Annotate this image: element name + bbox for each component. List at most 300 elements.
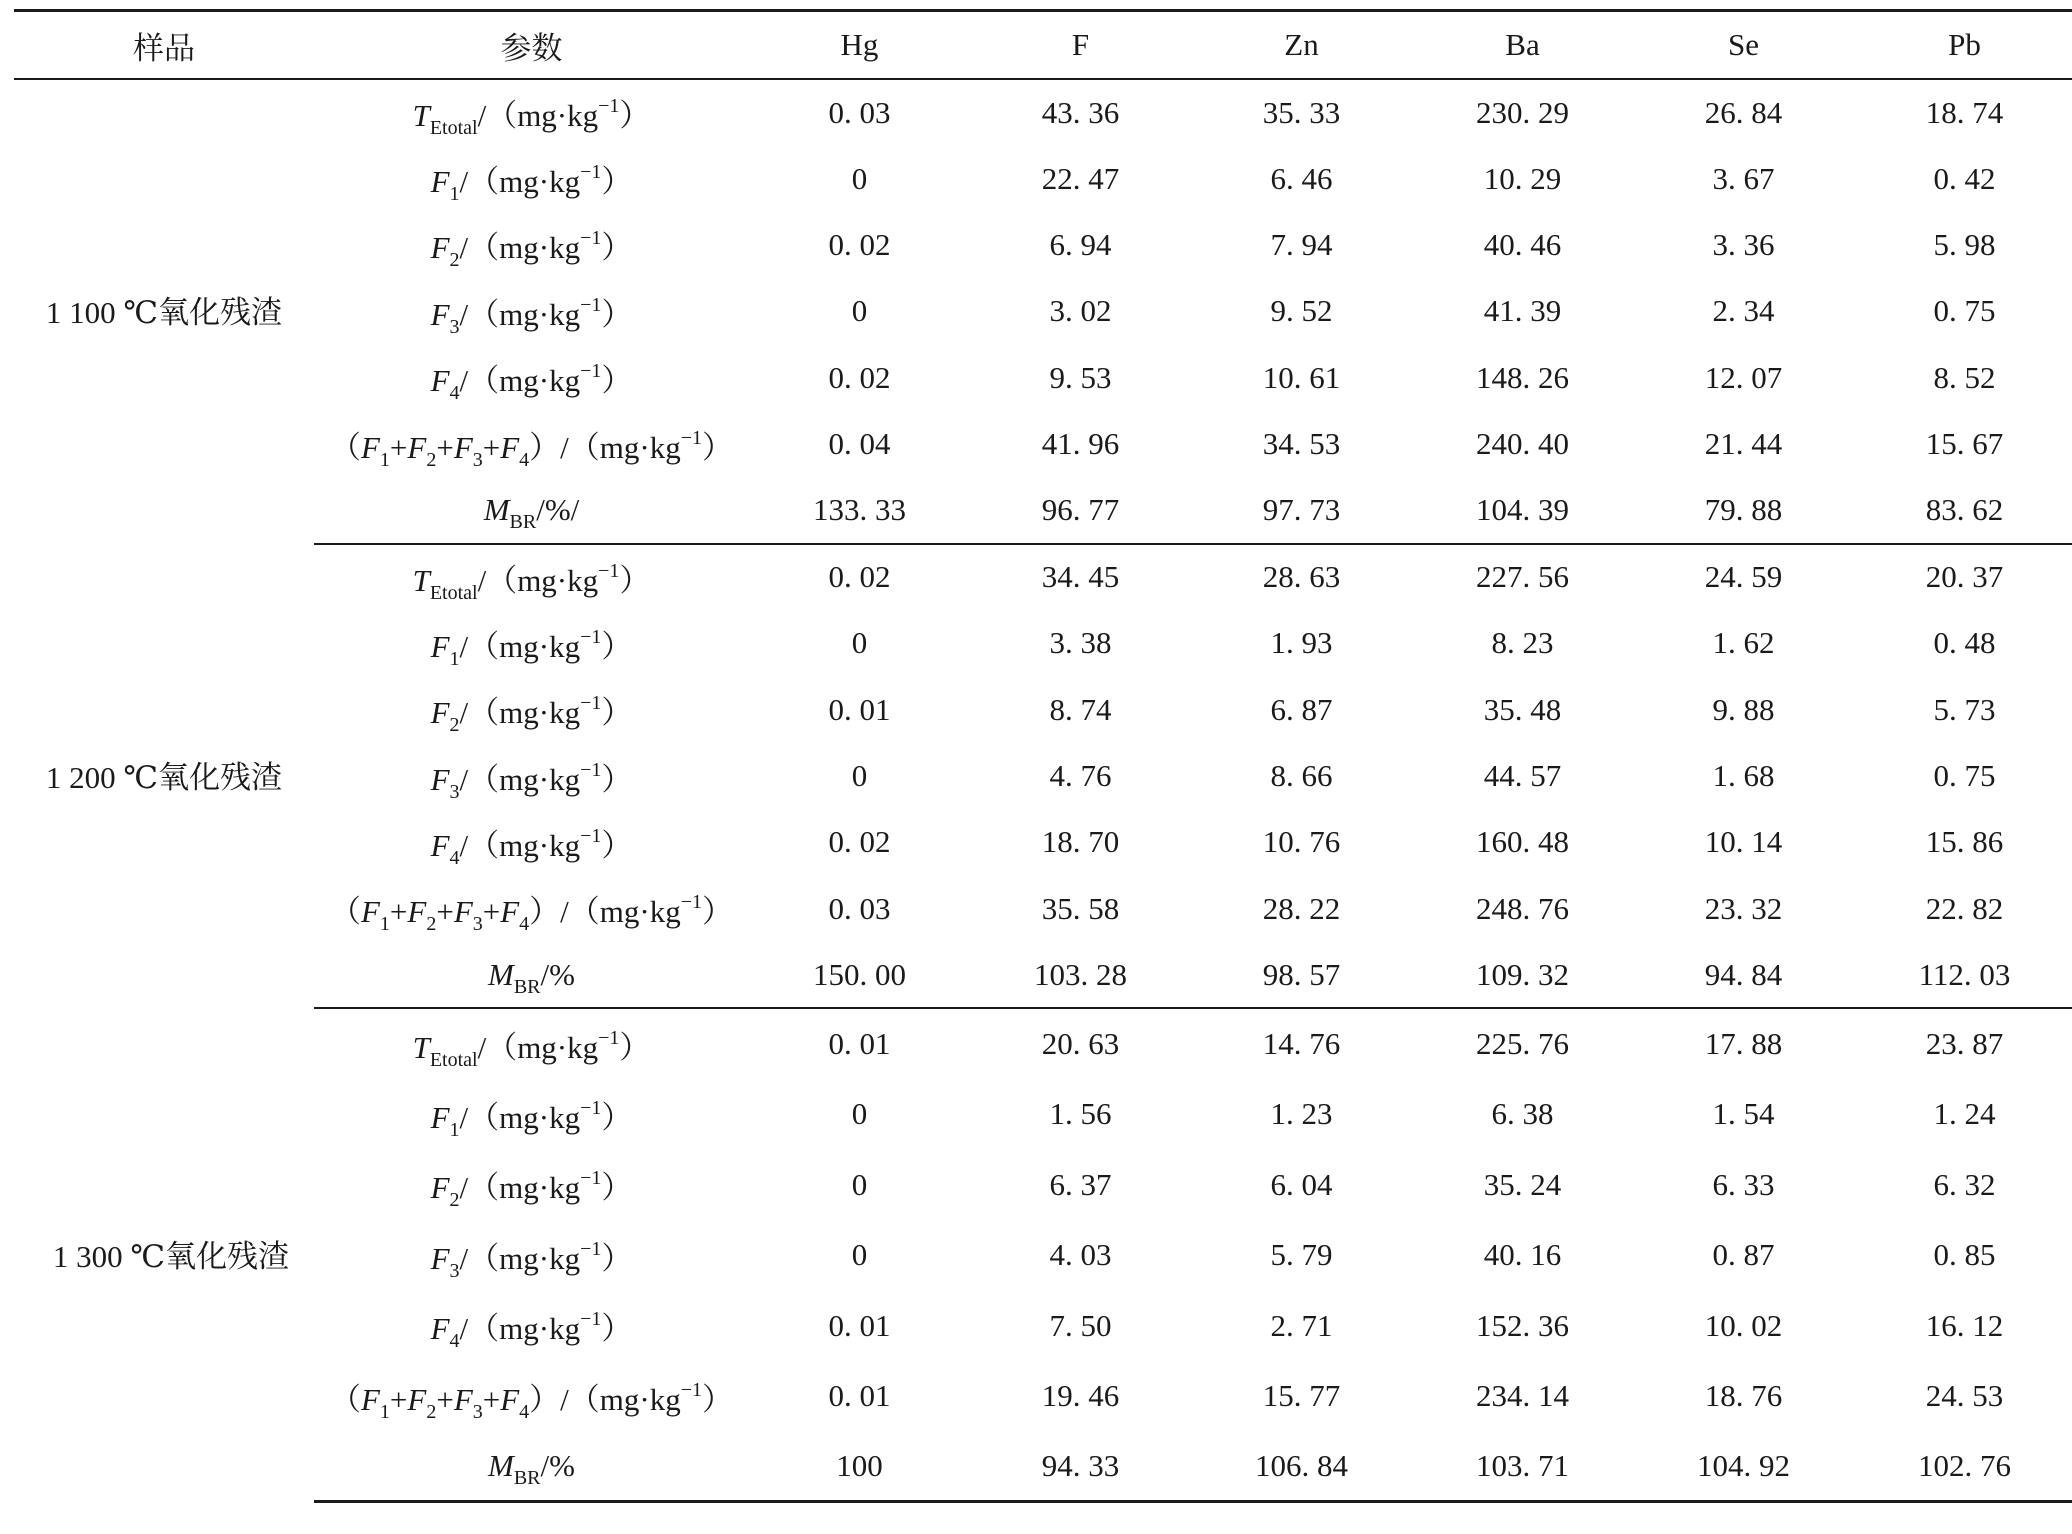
table-row	[14, 1220, 2072, 1291]
value-cell: 104. 92	[1633, 1431, 1854, 1502]
value-cell: 35. 24	[1483, 1166, 1562, 1202]
param-label-part: T	[412, 98, 430, 134]
param-label-part: ）	[702, 894, 734, 930]
table-row	[14, 212, 2072, 278]
value-cell: 0	[851, 293, 868, 329]
value-cell: 2. 34	[1712, 293, 1775, 329]
param-label-part: +	[482, 429, 501, 465]
param-label-part: ）	[601, 695, 633, 731]
param-label-part: +	[389, 1381, 408, 1417]
table-row	[14, 345, 2072, 411]
param-label-part: −1	[580, 1308, 602, 1331]
table-row	[14, 1361, 2072, 1432]
param-label	[314, 1361, 749, 1432]
param-label-part: ）	[601, 1170, 633, 1206]
value-cell: 109. 32	[1412, 942, 1633, 1008]
value-cell: 10. 14	[1704, 824, 1783, 860]
param-label-part: ）	[702, 429, 734, 465]
value-cell: 8. 23	[1491, 625, 1554, 661]
param-label-part: （	[329, 429, 361, 465]
value-cell: 40. 46	[1483, 226, 1562, 262]
param-label-part: 2	[449, 714, 460, 737]
value-cell: 10. 02	[1704, 1307, 1783, 1343]
group-1300	[14, 1008, 2072, 1502]
param-label-part: −1	[580, 824, 602, 847]
value-cell: 3. 38	[1049, 625, 1112, 661]
param-label-part: ）	[601, 164, 633, 200]
value-cell: 0. 42	[1933, 160, 1996, 196]
param-label-part: F	[360, 1381, 380, 1417]
param-label-part: F	[407, 1381, 427, 1417]
param-label-part: ）	[601, 628, 633, 664]
value-cell: 18. 76	[1704, 1378, 1783, 1414]
param-label-part: F	[430, 827, 450, 863]
table-row	[14, 942, 2072, 1008]
value-cell: 0. 01	[828, 691, 891, 727]
header-pb: Pb	[1854, 11, 2072, 80]
param-label	[314, 145, 749, 211]
param-label-part: 2	[449, 249, 460, 272]
param-label-part: /（mg·kg	[477, 98, 599, 134]
param-label-part: ）	[601, 363, 633, 399]
param-label-part: F	[430, 695, 450, 731]
param-label-part: +	[482, 894, 501, 930]
param-label	[314, 1290, 749, 1361]
param-label-part: Etotal	[429, 581, 478, 604]
param-label-part: BR	[513, 1466, 541, 1489]
table-row	[14, 1290, 2072, 1361]
value-cell: 1. 56	[1049, 1096, 1112, 1132]
param-label-part: F	[500, 894, 520, 930]
value-cell: 103. 28	[970, 942, 1191, 1008]
param-label-part: −1	[680, 426, 703, 449]
value-cell: 4. 03	[1049, 1237, 1112, 1273]
value-cell: 21. 44	[1704, 426, 1783, 462]
param-label-part: 2	[426, 448, 437, 471]
value-cell: 34. 53	[1262, 426, 1341, 462]
param-label	[314, 610, 749, 676]
param-label-part: F	[430, 1311, 450, 1347]
param-label-part: 4	[449, 1330, 460, 1353]
param-label-part: +	[389, 429, 408, 465]
value-cell: 12. 07	[1704, 359, 1783, 395]
param-label-part: /（mg·kg	[477, 1029, 599, 1065]
value-cell: 160. 48	[1476, 824, 1569, 860]
param-label-part: BR	[513, 975, 541, 998]
param-label	[314, 411, 749, 477]
value-cell: 28. 63	[1262, 559, 1341, 595]
param-label-part: 1	[379, 1400, 390, 1423]
param-label-part: −1	[598, 1026, 620, 1049]
param-label-part: −1	[580, 1167, 602, 1190]
table-row	[14, 477, 2072, 543]
value-cell: 10. 29	[1483, 160, 1562, 196]
value-cell: 22. 47	[1041, 160, 1120, 196]
param-label-part: M	[483, 492, 510, 528]
param-label-part: 1	[379, 448, 390, 471]
value-cell: 234. 14	[1476, 1378, 1569, 1414]
param-label-part: +	[389, 894, 408, 930]
value-cell: 1. 24	[1933, 1096, 1996, 1132]
value-cell: 148. 26	[1476, 359, 1569, 395]
param-label-part: F	[453, 429, 473, 465]
param-label-part: F	[407, 429, 427, 465]
table-row	[14, 145, 2072, 211]
value-cell: 0. 87	[1712, 1237, 1775, 1273]
param-label-part: −1	[598, 95, 620, 118]
param-label	[314, 942, 749, 1008]
value-cell: 3. 67	[1712, 160, 1775, 196]
param-label-part: F	[430, 164, 450, 200]
param-label-part: T	[412, 1029, 430, 1065]
header-hg: Hg	[749, 11, 970, 80]
param-label-part: ）	[601, 827, 633, 863]
param-label-part: ）	[601, 1240, 633, 1276]
value-cell: 1. 93	[1270, 625, 1333, 661]
param-label-part: /（mg·kg	[477, 562, 599, 598]
param-label-part: F	[430, 761, 450, 797]
param-label-part: −1	[580, 625, 602, 648]
value-cell: 15. 86	[1925, 824, 2004, 860]
value-cell: 0	[851, 1096, 868, 1132]
data-table-container	[14, 9, 2072, 1503]
param-label-part: F	[500, 1381, 520, 1417]
value-cell: 8. 66	[1270, 758, 1333, 794]
param-label-part: F	[360, 894, 380, 930]
value-cell: 6. 94	[1049, 226, 1112, 262]
param-label-part: F	[430, 1240, 450, 1276]
value-cell: 43. 36	[1041, 94, 1120, 130]
param-label-part: 3	[449, 1259, 460, 1282]
value-cell: 5. 73	[1933, 691, 1996, 727]
header-zn: Zn	[1191, 11, 1412, 80]
param-label-part: 4	[519, 448, 530, 471]
table-row	[14, 544, 2072, 610]
param-label-part: /（mg·kg	[459, 628, 581, 664]
param-label	[314, 544, 749, 610]
param-label-part: 1	[449, 183, 460, 206]
value-cell: 5. 79	[1270, 1237, 1333, 1273]
value-cell: 9. 53	[1049, 359, 1112, 395]
value-cell: 1. 54	[1712, 1096, 1775, 1132]
param-label-part: −1	[580, 758, 602, 781]
param-label-part: /%/	[536, 492, 580, 528]
value-cell: 23. 32	[1704, 890, 1783, 926]
param-label	[314, 677, 749, 743]
param-label-part: ）	[601, 1099, 633, 1135]
param-label-part: F	[453, 894, 473, 930]
param-label-part: 3	[449, 780, 460, 803]
value-cell: 24. 53	[1925, 1378, 2004, 1414]
param-label-part: /（mg·kg	[459, 164, 581, 200]
value-cell: 0	[851, 625, 868, 661]
value-cell: 0. 02	[828, 359, 891, 395]
param-label-part: 4	[519, 913, 530, 936]
param-label-part: −1	[680, 891, 703, 914]
param-label-part: 4	[519, 1400, 530, 1423]
value-cell: 152. 36	[1476, 1307, 1569, 1343]
param-label-part: ）/（mg·kg	[529, 429, 681, 465]
param-label-part: −1	[580, 161, 602, 184]
value-cell: 0. 04	[828, 426, 891, 462]
value-cell: 248. 76	[1476, 890, 1569, 926]
param-label-part: /（mg·kg	[459, 363, 581, 399]
value-cell: 0. 02	[828, 226, 891, 262]
param-label	[314, 477, 749, 543]
table-row	[14, 610, 2072, 676]
param-label-part: （	[329, 894, 361, 930]
table-row	[14, 411, 2072, 477]
header-f: F	[970, 11, 1191, 80]
value-cell: 1. 62	[1712, 625, 1775, 661]
value-cell: 6. 46	[1270, 160, 1333, 196]
value-cell: 6. 04	[1270, 1166, 1333, 1202]
param-label-part: ）	[619, 1029, 651, 1065]
value-cell: 6. 32	[1933, 1166, 1996, 1202]
value-cell: 0. 01	[828, 1026, 891, 1062]
value-cell: 240. 40	[1476, 426, 1569, 462]
value-cell: 15. 67	[1925, 426, 2004, 462]
param-label	[314, 809, 749, 875]
value-cell: 0. 48	[1933, 625, 1996, 661]
value-cell: 23. 87	[1925, 1026, 2004, 1062]
value-cell: 103. 71	[1412, 1431, 1633, 1502]
param-label-part: /（mg·kg	[459, 230, 581, 266]
header-sample: 样品	[14, 11, 314, 80]
value-cell: 4. 76	[1049, 758, 1112, 794]
value-cell: 2. 71	[1270, 1307, 1333, 1343]
param-label-part: ）/（mg·kg	[529, 894, 681, 930]
value-cell: 40. 16	[1483, 1237, 1562, 1273]
value-cell: 44. 57	[1483, 758, 1562, 794]
value-cell: 9. 52	[1270, 293, 1333, 329]
value-cell: 0. 75	[1933, 293, 1996, 329]
param-label-part: −1	[580, 293, 602, 316]
value-cell: 26. 84	[1704, 94, 1783, 130]
value-cell: 20. 63	[1041, 1026, 1120, 1062]
header-param: 参数	[314, 11, 749, 80]
value-cell: 15. 77	[1262, 1378, 1341, 1414]
value-cell: 0. 75	[1933, 758, 1996, 794]
value-cell: 20. 37	[1925, 559, 2004, 595]
table-header	[14, 11, 2072, 80]
param-label-part: 3	[472, 448, 483, 471]
value-cell: 22. 82	[1925, 890, 2004, 926]
param-label-part: /（mg·kg	[459, 296, 581, 332]
value-cell: 35. 58	[1041, 890, 1120, 926]
value-cell: 10. 76	[1262, 824, 1341, 860]
header-ba: Ba	[1412, 11, 1633, 80]
table-row	[14, 1079, 2072, 1150]
param-label-part: F	[430, 296, 450, 332]
param-label	[314, 1431, 749, 1502]
group-1100	[14, 79, 2072, 544]
value-cell: 100	[749, 1431, 970, 1502]
value-cell: 227. 56	[1476, 559, 1569, 595]
param-label-part: +	[436, 1381, 454, 1417]
header-row	[14, 11, 2072, 80]
param-label-part: +	[436, 429, 454, 465]
param-label-part: F	[407, 894, 427, 930]
value-cell: 28. 22	[1262, 890, 1341, 926]
value-cell: 6. 33	[1712, 1166, 1775, 1202]
value-cell: 97. 73	[1191, 477, 1412, 543]
param-label-part: 1	[449, 1118, 460, 1141]
sample-label: 1 300 ℃氧化残渣	[52, 1238, 290, 1274]
param-label-part: M	[488, 956, 514, 992]
param-label-part: F	[430, 1170, 450, 1206]
param-label-part: BR	[509, 511, 537, 534]
value-cell: 0. 01	[828, 1378, 891, 1414]
value-cell: 0. 85	[1933, 1237, 1996, 1273]
param-label-part: −1	[580, 227, 602, 250]
param-label-part: /（mg·kg	[459, 1099, 581, 1135]
value-cell: 0. 02	[828, 559, 891, 595]
value-cell: 0. 02	[828, 824, 891, 860]
value-cell: 6. 37	[1049, 1166, 1112, 1202]
value-cell: 41. 39	[1483, 293, 1562, 329]
value-cell: 34. 45	[1041, 559, 1120, 595]
param-label-part: 2	[426, 913, 437, 936]
param-label-part: 3	[449, 315, 460, 338]
param-label-part: ）	[601, 296, 633, 332]
param-label-part: /%	[540, 956, 575, 992]
param-label-part: /（mg·kg	[459, 761, 581, 797]
param-label	[314, 876, 749, 942]
value-cell: 0	[851, 758, 868, 794]
param-label-part: T	[412, 562, 430, 598]
param-label-part: 4	[449, 382, 460, 405]
table-row	[14, 677, 2072, 743]
value-cell: 8. 74	[1049, 691, 1112, 727]
param-label-part: −1	[680, 1378, 703, 1401]
value-cell: 1. 68	[1712, 758, 1775, 794]
value-cell: 230. 29	[1476, 94, 1569, 130]
param-label-part: ）	[601, 1311, 633, 1347]
table-row	[14, 1008, 2072, 1079]
value-cell: 24. 59	[1704, 559, 1783, 595]
value-cell: 102. 76	[1854, 1431, 2072, 1502]
value-cell: 7. 50	[1049, 1307, 1112, 1343]
value-cell: 112. 03	[1854, 942, 2072, 1008]
param-label-part: −1	[580, 1237, 602, 1260]
param-label-part: 1	[449, 647, 460, 670]
value-cell: 83. 62	[1854, 477, 2072, 543]
group-1200	[14, 544, 2072, 1009]
param-label-part: +	[482, 1381, 501, 1417]
param-label-part: +	[436, 894, 454, 930]
param-label-part: F	[430, 628, 450, 664]
table-row	[14, 1149, 2072, 1220]
data-table	[14, 9, 2072, 1503]
table-row	[14, 278, 2072, 344]
param-label	[314, 79, 749, 145]
param-label-part: M	[488, 1447, 514, 1483]
value-cell: 7. 94	[1270, 226, 1333, 262]
param-label-part: ）	[702, 1381, 734, 1417]
param-label-part: ）	[619, 562, 651, 598]
table-row	[14, 876, 2072, 942]
param-label	[314, 212, 749, 278]
param-label-part: Etotal	[429, 117, 478, 140]
value-cell: 19. 46	[1041, 1378, 1120, 1414]
value-cell: 35. 48	[1483, 691, 1562, 727]
value-cell: 3. 36	[1712, 226, 1775, 262]
header-se: Se	[1633, 11, 1854, 80]
value-cell: 6. 87	[1270, 691, 1333, 727]
value-cell: 16. 12	[1925, 1307, 2004, 1343]
value-cell: 41. 96	[1041, 426, 1120, 462]
value-cell: 0. 03	[828, 94, 891, 130]
param-label-part: −1	[580, 1096, 602, 1119]
param-label-part: ）	[601, 761, 633, 797]
param-label-part: 2	[426, 1400, 437, 1423]
table-row	[14, 79, 2072, 145]
table-row	[14, 809, 2072, 875]
value-cell: 18. 74	[1925, 94, 2004, 130]
param-label-part: /（mg·kg	[459, 695, 581, 731]
param-label	[314, 743, 749, 809]
value-cell: 0	[851, 160, 868, 196]
param-label-part: F	[500, 429, 520, 465]
param-label-part: /%	[540, 1447, 575, 1483]
value-cell: 5. 98	[1933, 226, 1996, 262]
table-row	[14, 1431, 2072, 1502]
value-cell: 9. 88	[1712, 691, 1775, 727]
param-label	[314, 1149, 749, 1220]
param-label-part: F	[430, 230, 450, 266]
value-cell: 225. 76	[1476, 1026, 1569, 1062]
param-label	[314, 1220, 749, 1291]
value-cell: 0. 03	[828, 890, 891, 926]
value-cell: 8. 52	[1933, 359, 1996, 395]
param-label-part: −1	[598, 559, 620, 582]
value-cell: 0	[851, 1237, 868, 1273]
sample-label: 1 100 ℃氧化残渣	[45, 295, 283, 331]
value-cell: 133. 33	[749, 477, 970, 543]
value-cell: 106. 84	[1191, 1431, 1412, 1502]
param-label-part: −1	[580, 360, 602, 383]
value-cell: 10. 61	[1262, 359, 1341, 395]
value-cell: 6. 38	[1491, 1096, 1554, 1132]
param-label-part: 4	[449, 846, 460, 869]
param-label-part: F	[360, 429, 380, 465]
value-cell: 18. 70	[1041, 824, 1120, 860]
value-cell: 0. 01	[828, 1307, 891, 1343]
param-label-part: （	[329, 1381, 361, 1417]
value-cell: 35. 33	[1262, 94, 1341, 130]
value-cell: 94. 84	[1633, 942, 1854, 1008]
param-label-part: ）	[619, 98, 651, 134]
param-label-part: 3	[472, 1400, 483, 1423]
value-cell: 94. 33	[970, 1431, 1191, 1502]
value-cell: 17. 88	[1704, 1026, 1783, 1062]
param-label-part: /（mg·kg	[459, 1240, 581, 1276]
param-label-part: ）	[601, 230, 633, 266]
param-label-part: −1	[580, 692, 602, 715]
param-label-part: 1	[379, 913, 390, 936]
param-label-part: 3	[472, 913, 483, 936]
value-cell: 79. 88	[1633, 477, 1854, 543]
param-label-part: /（mg·kg	[459, 1311, 581, 1347]
param-label-part: F	[453, 1381, 473, 1417]
param-label-part: ）/（mg·kg	[529, 1381, 681, 1417]
value-cell: 0	[851, 1166, 868, 1202]
sample-label: 1 200 ℃氧化残渣	[45, 759, 283, 795]
param-label-part: /（mg·kg	[459, 827, 581, 863]
param-label	[314, 278, 749, 344]
param-label-part: F	[430, 363, 450, 399]
